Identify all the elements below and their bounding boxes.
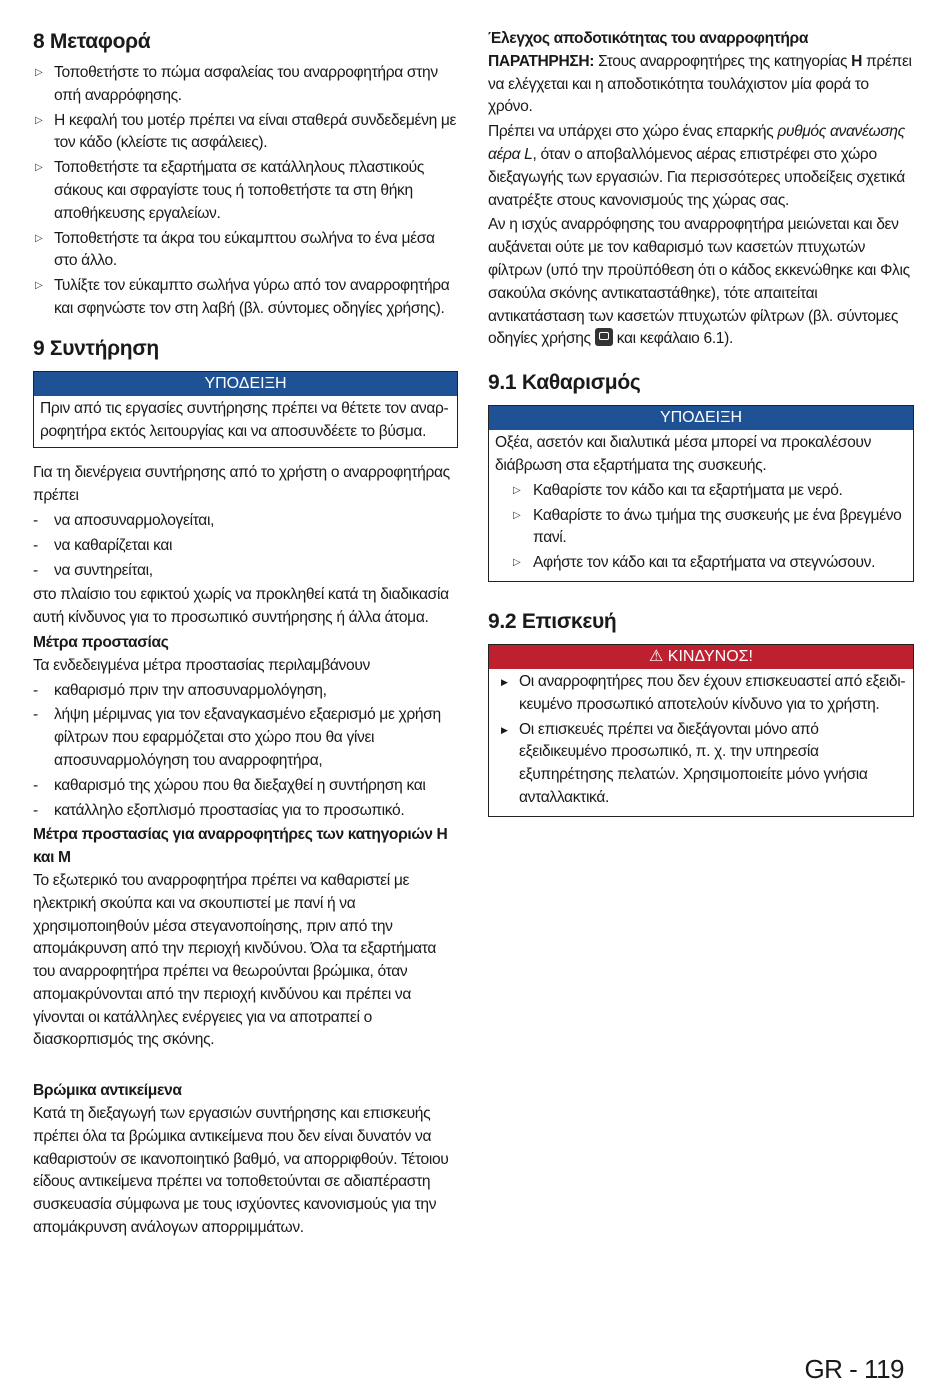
- list-item: - κατάλληλο εξοπλισμό προστασίας για το προσωπικό.: [33, 800, 458, 823]
- protection-list: [33, 680, 458, 823]
- filter-replacement-text: Αν η ισχύς αναρρόφησης του αναρροφητήρα μειώνεται και δεν αυξάνεται ούτε με τον καθαρισμό των κασετών πτυχωτών φίλτρων (υπό την προϋπόθεση ότι ο κάδος εκκενώθηκε και Φλις σακούλα σκόνης αντικαταστάθηκε), τότε απαιτείται αντικατάσταση των κασετών πτυχωτών φίλτρων (βλ. σύντομες οδηγίες χρήσης και κεφάλαιο 6.1).: [488, 216, 910, 348]
- protection-intro: Τα ενδεδειγμένα μέτρα προστασίας περιλαμβάνουν: [33, 656, 370, 674]
- maintenance-intro: Για τη διενέργεια συντήρησης από το χρήστη ο αναρροφητήρας πρέπει: [33, 464, 450, 505]
- list-item: - να αποσυναρμολογείται,: [33, 510, 458, 533]
- list-item: ▶ Οι επισκευές πρέπει να διεξάγονται μόνο από εξειδικευμένο προσωπικό, π. χ. την υπηρεσία εξυπηρέτησης πελατών. Χρησιμοποιείτε μόνο γνήσια ανταλλακτικά.: [495, 719, 907, 810]
- list-item: ▷ Αφήστε τον κάδο και τα εξαρτήματα να στεγνώσουν.: [495, 552, 907, 575]
- list-item: ▷ Τοποθετήστε το πώμα ασφαλείας του αναρροφητήρα στην οπή αναρρόφησης.: [33, 62, 458, 108]
- page-number: GR - 119: [804, 1354, 904, 1384]
- list-item: ▶ Οι αναρροφητήρες που δεν έχουν επισκευαστεί από εξειδικευμένο προσωπικό αποτελούν κίνδυνο για το χρήστη.: [495, 671, 907, 717]
- repair-list: [495, 671, 907, 810]
- air-exchange-text: Πρέπει να υπάρχει στο χώρο ένας επαρκής ρυθμός ανανέωσης αέρα L, όταν ο αποβαλλόμενος αέρας επιστρέφει στο χώρο διεξαγωγής των εργασιών. Για περισσότερες υποδείξεις σχετικά ανατρέξτε στους κανονισμούς της χώρας σας.: [488, 123, 905, 209]
- list-item: - να καθαρίζεται και: [33, 535, 458, 558]
- transport-list: [33, 62, 458, 321]
- repair-danger-box: [488, 644, 914, 817]
- maintenance-note-box: [33, 371, 458, 449]
- section-9-2-title: 9.2 Επισκευή: [488, 609, 617, 633]
- danger-header: ⚠ ΚΙΝΔΥΝΟΣ!: [489, 645, 913, 669]
- hm-protection-heading: Μέτρα προστασίας για αναρροφητήρες των κατηγοριών H και M: [33, 826, 448, 867]
- efficiency-note: ΠΑΡΑΤΗΡΗΣΗ: Στους αναρροφητήρες της κατηγορίας H πρέπει να ελέγχεται και η αποδοτικότητα τουλάχιστον μία φορά το χρόνο.: [488, 52, 912, 116]
- list-item: - να συντηρείται,: [33, 560, 458, 583]
- note-label: ΠΑΡΑΤΗΡΗΣΗ:: [488, 52, 595, 70]
- section-9-1-title: 9.1 Καθαρισμός: [488, 371, 641, 395]
- cleaning-list: [495, 480, 907, 575]
- right-column: [488, 28, 914, 831]
- hm-protection-text: Το εξωτερικό του αναρροφητήρα πρέπει να καθαριστεί με ηλεκτρική σκούπα και να σκουπιστεί με πανί ή να χρησιμοποιηθούν μέσα στεγανοποίησης, πριν από την απομάκρυνση από την περιοχή κινδύνου. Όλα τα εξαρτήματα του αναρροφητήρα πρέπει να θεωρούνται βρώμικα, όταν απομακρύνονται από την περιοχή κινδύνου και πρέπει να γίνονται οι κατάλληλες ενέργειες για να αποτραπεί ο διασκορπισμός της σκόνης.: [33, 871, 436, 1049]
- list-item: - καθαρισμό πριν την αποσυναρμολόγηση,: [33, 680, 458, 703]
- note-text: Οξέα, ασετόν και διαλυτικά μέσα μπορεί να προκαλέσουν διάβρωση στα εξαρτήματα της συσκευής.: [495, 434, 872, 474]
- protection-heading: Μέτρα προστασίας: [33, 633, 169, 651]
- list-item: - καθαρισμό της χώρου που θα διεξαχθεί η συντήρηση και: [33, 775, 458, 798]
- dirty-objects-heading: Βρώμικα αντικείμενα: [33, 1082, 182, 1100]
- note-text: Πριν από τις εργασίες συντήρησης πρέπει να θέτετε τον αναρροφητήρα εκτός λειτουργίας και να αποσυνδέετε το βύσμα.: [40, 399, 449, 440]
- list-item: - λήψη μέριμνας για τον εξαναγκασμένο εξαερισμό με χρήση φίλτρων που εφαρμόζεται στο χώρο που θα γίνει αποσυναρμολόγηση του αναρροφητήρα,: [33, 704, 458, 772]
- manual-book-icon: [595, 328, 613, 346]
- section-9-title: 9 Συντήρηση: [33, 336, 159, 360]
- section-8-title: 8 Μεταφορά: [33, 30, 151, 53]
- list-item: ▷ Καθαρίστε το άνω τμήμα της συσκευής με ένα βρεγμένο πανί.: [495, 505, 907, 551]
- efficiency-check-heading: Έλεγχος αποδοτικότητας του αναρροφητήρα: [488, 30, 809, 47]
- dirty-objects-text: Κατά τη διεξαγωγή των εργασιών συντήρησης και επισκευής πρέπει όλα τα βρώμικα αντικείμενα που δεν είναι δυνατόν να καθαριστούν σε ικανοποιητικό βαθμό, να απορριφθούν. Τέτοιου είδους αντικείμενα πρέπει να τοποθετούνται σε αδιαπέραστη συσκευασία σύμφωνα με τους ισχύοντες κανονισμούς για την απομάκρυνση ανάλογων απορριμμάτων.: [33, 1105, 449, 1237]
- list-item: ▷ Καθαρίστε τον κάδο και τα εξαρτήματα με νερό.: [495, 480, 907, 503]
- list-item: ▷ Τυλίξτε τον εύκαμπτο σωλήνα γύρω από τον αναρροφητήρα και σφηνώστε τον στη λαβή (βλ. σύντομες οδηγίες χρήσης).: [33, 275, 458, 321]
- maintenance-after: στο πλαίσιο του εφικτού χωρίς να προκληθεί κατά τη διαδικασία αυτή κίνδυνος για το προσωπικό συντήρησης ή άλλα άτομα.: [33, 586, 449, 627]
- list-item: ▷ Τοποθετήστε τα άκρα του εύκαμπτου σωλήνα το ένα μέσα στο άλλο.: [33, 228, 458, 274]
- left-column: [33, 28, 458, 1242]
- note-header: ΥΠΟΔΕΙΞΗ: [34, 372, 457, 396]
- list-item: ▷ Τοποθετήστε τα εξαρτήματα σε κατάλληλους πλαστικούς σάκους και σφραγίστε τους ή τοποθετήστε τα στη θήκη αποθήκευσης εργαλείων.: [33, 157, 458, 225]
- note-header: ΥΠΟΔΕΙΞΗ: [489, 406, 913, 430]
- cleaning-note-box: [488, 405, 914, 582]
- list-item: ▷ Η κεφαλή του μοτέρ πρέπει να είναι σταθερά συνδεδεμένη με τον κάδο (κλείστε τις ασφάλειες).: [33, 110, 458, 156]
- maintenance-dash-list: [33, 510, 458, 582]
